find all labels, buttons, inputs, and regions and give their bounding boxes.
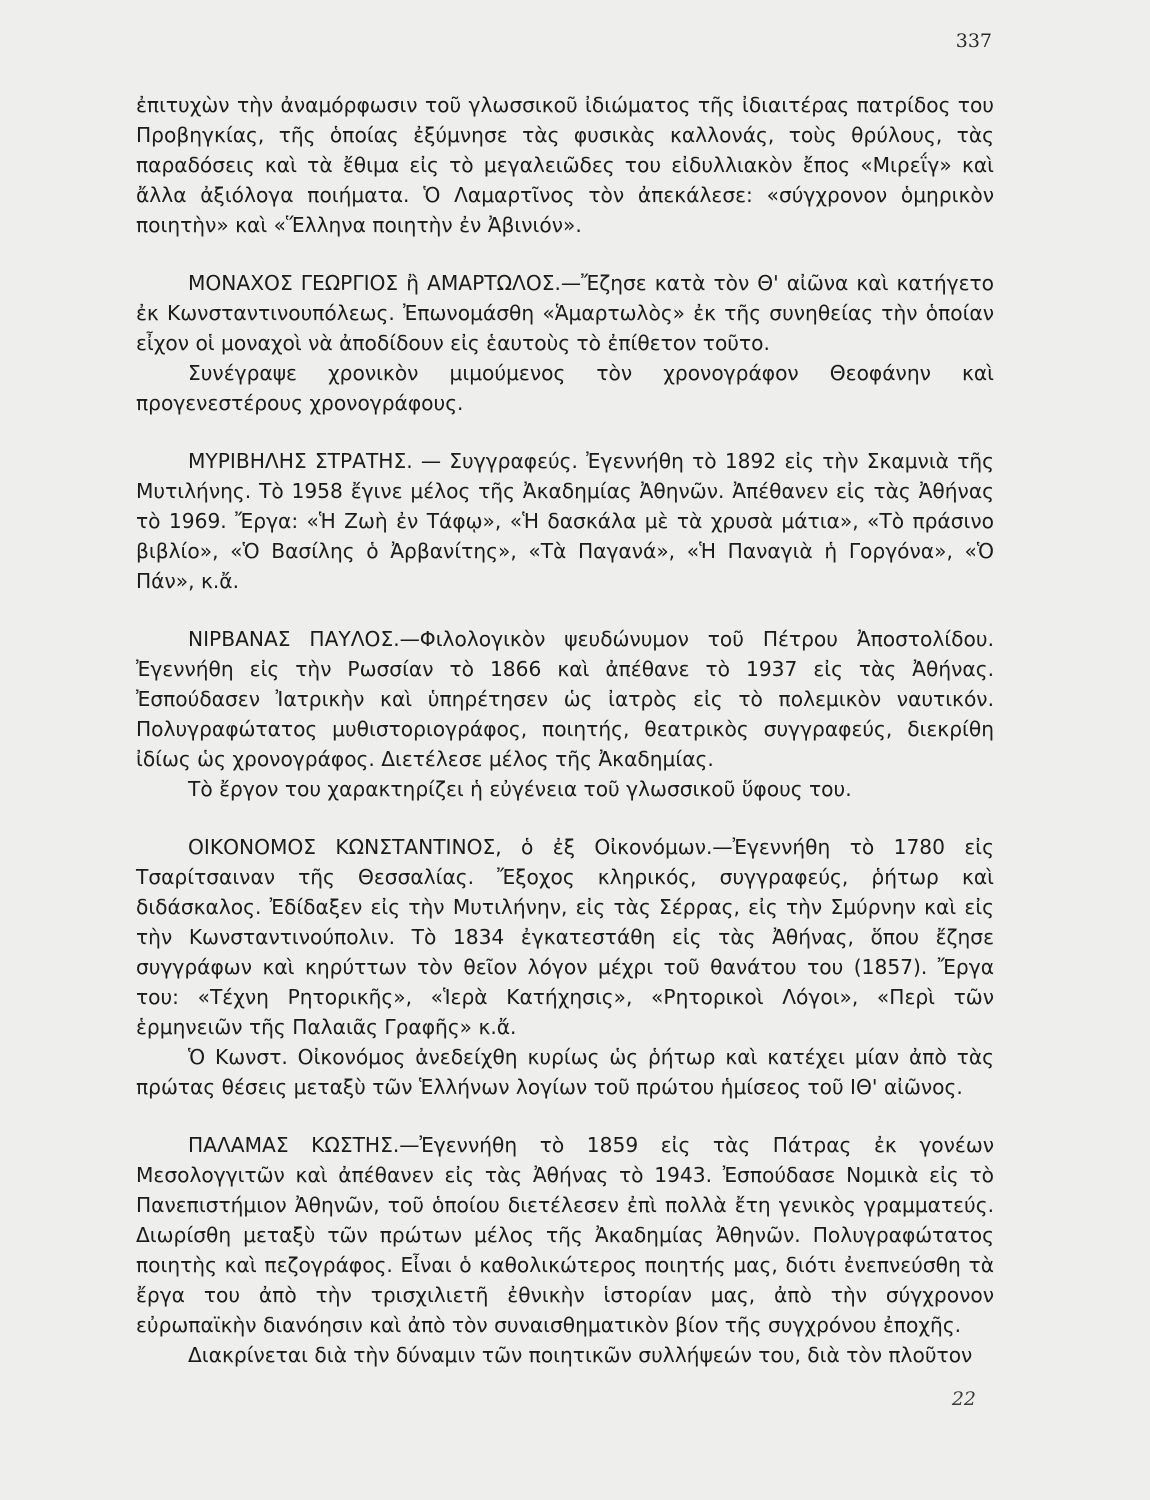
paragraph: Διακρίνεται διὰ τὴν δύναμιν τῶν ποιητικῶν συλλήψεών του, διὰ τὸν πλοῦτον — [188, 1343, 973, 1367]
entry-nirvanas-pavlos — [136, 624, 994, 804]
entry-myrivilis-stratis — [136, 446, 994, 596]
text-body — [136, 90, 994, 1370]
paragraph: ΟΙΚΟΝΟΜΟΣ ΚΩΝΣΤΑΝΤΙΝΟΣ, ὁ ἐξ Οἰκονόμων.—Ἐγεννήθη τὸ 1780 εἰς Τσαρίτσαιναν τῆς Θεσσαλίας. Ἔξοχος κληρικός, συγγραφεύς, ῥήτωρ καὶ διδάσκαλος. Ἐδίδαξεν εἰς τὴν Μυτιλήνην, εἰς τὰς Σέρρας, εἰς τὴν Σμύρνην καὶ εἰς τὴν Κωνσταντινούπολιν. Τὸ 1834 ἐγκατεστάθη εἰς τὰς Ἀθήνας, ὅπου ἔζησε συγγράφων καὶ κηρύττων τὸν θεῖον λόγον μέχρι τοῦ θανάτου του (1857). Ἔργα του: «Τέχνη Ρητορικῆς», «Ἱερὰ Κατήχησις», «Ρητορικοὶ Λόγοι», «Περὶ τῶν ἑρμηνειῶν τῆς Παλαιᾶς Γραφῆς» κ.ἄ. — [136, 835, 994, 1039]
paragraph: ΠΑΛΑΜΑΣ ΚΩΣΤΗΣ.—Ἐγεννήθη τὸ 1859 εἰς τὰς Πάτρας ἐκ γονέων Μεσολογγιτῶν καὶ ἀπέθανεν εἰς τὰς Ἀθήνας τὸ 1943. Ἐσπούδασε Νομικὰ εἰς τὸ Πανεπιστήμιον Ἀθηνῶν, τοῦ ὁποίου διετέλεσεν ἐπὶ πολλὰ ἔτη γενικὸς γραμματεύς. Διωρίσθη μεταξὺ τῶν πρώτων μέλος τῆς Ἀκαδημίας Ἀθηνῶν. Πολυγραφώτατος ποιητὴς καὶ πεζογράφος. Εἶναι ὁ καθολικώτερος ποιητής μας, διότι ἐνεπνεύσθη τὰ ἔργα του ἀπὸ τὴν τρισχιλιετῆ ἐθνικὴν ἱστορίαν μας, ἀπὸ τὴν σύγχρονον εὐρωπαϊκὴν διανόησιν καὶ ἀπὸ τὸν συναισθηματικὸν βίον τῆς συγχρόνου ἐποχῆς. — [136, 1133, 994, 1337]
paragraph: ἐπιτυχὼν τὴν ἀναμόρφωσιν τοῦ γλωσσικοῦ ἰδιώματος τῆς ἰδιαιτέρας πατρίδος του Προβηγκίας, τῆς ὁποίας ἐξύμνησε τὰς φυσικὰς καλλονάς, τοὺς θρύλους, τὰς παραδόσεις καὶ τὰ ἔθιμα εἰς τὸ μεγαλειῶδες του εἰδυλλιακὸν ἔπος «Μιρεΐγ» καὶ ἄλλα ἀξιόλογα ποιήματα. Ὁ Λαμαρτῖνος τὸν ἀπεκάλεσε: «σύγχρονον ὁμηρικὸν ποιητὴν» καὶ «Ἕλληνα ποιητὴν ἐν Ἀβινιόν». — [136, 93, 994, 237]
paragraph: Τὸ ἔργον του χαρακτηρίζει ἡ εὐγένεια τοῦ γλωσσικοῦ ὕφους του. — [188, 777, 852, 801]
paragraph: ΝΙΡΒΑΝΑΣ ΠΑΥΛΟΣ.—Φιλολογικὸν ψευδώνυμον τοῦ Πέτρου Ἀποστολίδου. Ἐγεννήθη εἰς τὴν Ρωσσίαν τὸ 1866 καὶ ἀπέθανε τὸ 1937 εἰς τὰς Ἀθήνας. Ἐσπούδασεν Ἰατρικὴν καὶ ὑπηρέτησεν ὡς ἰατρὸς εἰς τὸ πολεμικὸν ναυτικόν. Πολυγραφώτατος μυθιστοριογράφος, ποιητής, θεατρικὸς συγγραφεύς, διεκρίθη ἰδίως ὡς χρονογράφος. Διετέλεσε μέλος τῆς Ἀκαδημίας. — [136, 627, 994, 771]
entry-mistral-continuation — [136, 90, 994, 240]
entry-palamas-kostis — [136, 1130, 994, 1370]
page-number: 337 — [955, 30, 992, 52]
paragraph: ΜΥΡΙΒΗΛΗΣ ΣΤΡΑΤΗΣ. — Συγγραφεύς. Ἐγεννήθη τὸ 1892 εἰς τὴν Σκαμνιὰ τῆς Μυτιλήνης. Τὸ 1958 ἔγινε μέλος τῆς Ἀκαδημίας Ἀθηνῶν. Ἀπέθανεν εἰς τὰς Ἀθήνας τὸ 1969. Ἔργα: «Ἡ Ζωὴ ἐν Τάφῳ», «Ἡ δασκάλα μὲ τὰ χρυσὰ μάτια», «Τὸ πράσινο βιβλίο», «Ὁ Βασίλης ὁ Ἀρβανίτης», «Τὰ Παγανά», «Ἡ Παναγιὰ ἡ Γοργόνα», «Ὁ Πάν», κ.ἄ. — [136, 449, 994, 593]
entry-oikonomos-konstantinos — [136, 832, 994, 1102]
paragraph: Συνέγραψε χρονικὸν μιμούμενος τὸν χρονογράφον Θεοφάνην καὶ προγενεστέρους χρονογράφους. — [136, 361, 994, 415]
paragraph: Ὁ Κωνστ. Οἰκονόμος ἀνεδείχθη κυρίως ὡς ῥήτωρ καὶ κατέχει μίαν ἀπὸ τὰς πρώτας θέσεις μεταξὺ τῶν Ἑλλήνων λογίων τοῦ πρώτου ἡμίσεος τοῦ ΙΘ' αἰῶνος. — [136, 1045, 994, 1099]
signature-mark: 22 — [951, 1388, 976, 1410]
entry-monachos-georgios — [136, 268, 994, 418]
paragraph: ΜΟΝΑΧΟΣ ΓΕΩΡΓΙΟΣ ἢ ΑΜΑΡΤΩΛΟΣ.—Ἔζησε κατὰ τὸν Θ' αἰῶνα καὶ κατήγετο ἐκ Κωνσταντινουπόλεως. Ἐπωνομάσθη «Ἁμαρτωλὸς» ἐκ τῆς συνηθείας τὴν ὁποίαν εἶχον οἱ μοναχοὶ νὰ ἀποδίδουν εἰς ἑαυτοὺς τὸ ἐπίθετον τοῦτο. — [136, 271, 994, 355]
